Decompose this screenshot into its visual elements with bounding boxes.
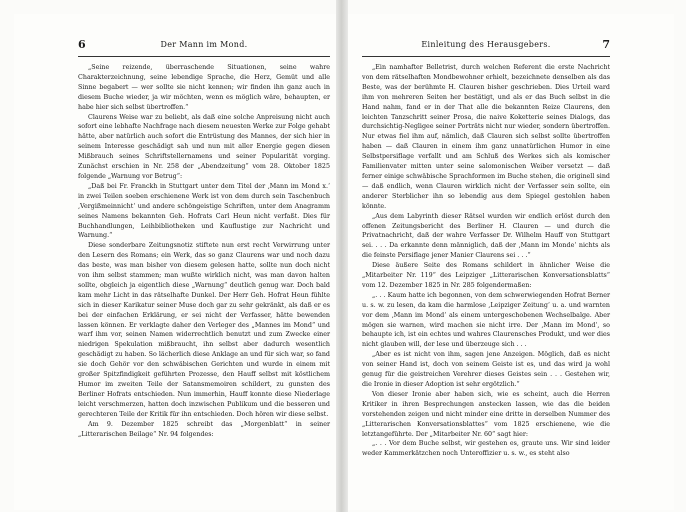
right-page-number: 7 — [602, 38, 610, 51]
paragraph: „. . . Kaum hatte ich begonnen, von dem schwerwiegenden Hofrat Berner u. s. w. zu lesen, da kam die harmlose ‚Leipziger Zeitung‘ u. a. und warnten vor dem ‚Mann im Mond‘ als einem untergeschobenen Wechselbalge. Aber mögen sie warnen, wird machen sie nicht irre. Der ‚Mann im Mond‘, so behaupte ich, ist ein echtes und wahres Claurensches Produkt, und wer dies nicht glauben will, der lese und überzeuge sich . . . — [362, 291, 610, 349]
left-page-header — [78, 38, 330, 57]
paragraph: „Seine reizende, überraschende Situationen, seine wahre Charakterzeichnung, seine lebendige Sprache, die Herz, Gemüt und alle Sinne begabert — wer sollte sie nicht kennen; wir finden ihn ganz auch in diesem Buche wieder, ja wir möchten, wenn es möglich wäre, behaupten, er habe hier sich selbst übertroffen.“ — [78, 64, 330, 111]
paragraph: „. . . Vor dem Buche selbst, wir gestehen es, graute uns. Wir sind leider weder Kammerkätzchen noch Unteroffizier u. s. w., es steht also — [362, 440, 610, 458]
paragraph: Diese sonderbare Zeitungsnotiz stiftete nun erst recht Verwirrung unter den Lesern des Romans; ein Werk, das so ganz Claurens war und noch dazu das beste, was man bisher von diesem gelesen hatte, sollte nun doch nicht von ihm selbst stammen; man wußte wirklich nicht, was man davon halten sollte, obgleich ja eigentlich diese „Warnung“ deutlich genug war. Doch bald kam mehr Licht in das rätselhafte Dunkel. Der Herr Geh. Hofrat Heun fühlte sich in dieser Karikatur seiner Muse doch gar zu sehr gekränkt, als daß er es bei der einfachen Erklärung, er sei nicht der Verfasser, hätte bewenden lassen können. Er verklagte daher den Verleger des „Mannes im Mond“ und warf ihm vor, seinen Namen widerrechtlich benutzt und zum Zwecke einer niedrigen Spekulation mißbraucht, ihn selbst aber dadurch wesentlich geschädigt zu haben. So lächerlich diese Anklage an und für sich war, so fand sie doch Gehör vor den schwäbischen Gerichten und wurde in einem mit großer Spitzfindigkeit geführten Prozesse, den Hauff selbst mit köstlichem Humor im zweiten Teile der Satansmemoiren schildert, zu gunsten des Berliner Hofrats entschieden. Nun immerhin, Hauff konnte diese Niederlage leicht verschmerzen, hatten doch inzwischen Publikum und die besseren und gerechteren Teile der Kritik für ihn entschieden. Doch hören wir diese selbst. — [78, 242, 330, 418]
right-page-header — [362, 38, 610, 57]
left-page-number: 6 — [78, 38, 86, 51]
paragraph: Am 9. Dezember 1825 schreibt das „Morgenblatt“ in seiner „Litterarischen Beilage“ Nr. 94 folgendes: — [78, 420, 330, 438]
paragraph: „Aber es ist nicht von ihm, sagen jene Anzeigen. Möglich, daß es nicht von seiner Hand ist, doch von seinem Geiste ist es, und das wird ja wohl genug für die geistreichen Verehrer dieses Geistes sein . . . Gestehen wir, die Ironie in dieser Adoption ist sehr ergötzlich.“ — [362, 351, 610, 388]
left-running-title: Der Mann im Mond. — [160, 40, 248, 49]
book-gutter — [336, 0, 348, 512]
paragraph: „Daß bei Fr. Franckh in Stuttgart unter dem Titel der ‚Mann im Mond x.‘ in zwei Teilen soeben erschienene Werk ist von dem durch sein Taschenbuch ‚Vergißmeinnicht‘ und andere schöngeistige Schriften, unter dem Anagramm seines Namens bekannten Geh. Hofrats Carl Heun nicht verfaßt. Dies für Buchhandlungen, Leihbibliotheken und Kauflustige zur Nachricht und Warnung.“ — [78, 182, 330, 240]
right-page-text — [362, 63, 610, 459]
paragraph: Von dieser Ironie aber haben sich, wie es scheint, auch die Herren Kritiker in ihren Besprechungen anstecken lassen, wie das die beiden vorstehenden zeigen und nicht minder eine dritte in derselben Nummer des „Litterarischen Konversationsblattes“ vom 1825 erschienene, wie die letztangeführte. Der „Mitarbeiter Nr. 60“ sagt hier: — [362, 390, 610, 438]
left-page — [14, 14, 340, 510]
paragraph: Diese äußere Seite des Romans schildert in ähnlicher Weise die „Mitarbeiter Nr. 119“ des Leipziger „Litterarischen Konversationsblatts“ vom 12. Dezember 1825 in Nr. 285 folgendermaßen: — [362, 262, 610, 289]
right-running-title: Einleitung des Herausgebers. — [421, 40, 551, 49]
paragraph: „Ein namhafter Belletrist, durch welchen Referent die erste Nachricht von dem rätselhaften Mondbewohner erhielt, bezeichnete denselben als das Beste, was der berühmte H. Clauren bisher geschrieben. Dies Urteil ward ihm von mehreren Seiten her bestätigt, und als er das Buch selbst in die Hand nahm, fand er in der That alle die bekannten Reize Claurens, den leichten Tanzschritt seiner Prosa, die naive Koketterie seines Dialogs, das durchsichtig-Negligee seiner Porträts nicht nur wieder, sondern übertroffen. Nur etwas fiel ihm auf, nämlich, daß Clauren sich selbst sollte übertroffen haben — daß Clauren in einem ihm ganz unnatürlichen Humor in eine Selbstpersiflage verfallt und am Schluß des Werkes sich als komischer Familienvater mitten unter seine salomonischen Weiber versetzt — daß ferner einige schwäbische Sprachformen im Buche stehen, die originell sind — daß endlich, wenn Clauren wirklich nicht der Verfasser sein sollte, ein anderer Sterblicher ihn so lebendig aus dem Spiegel gestohlen haben könnte. — [362, 64, 610, 210]
right-page — [348, 14, 674, 510]
left-page-text — [78, 63, 330, 439]
paragraph: Claurens Weise war zu beliebt, als daß eine solche Anpreisung nicht auch sofort eine lebhafte Nachfrage nach diesem neuesten Werke zur Folge gehabt hätte, aber natürlich auch sofort die Entrüstung des Mannes, der sich hier in seinem Interesse geschädigt sah und nun mit aller Energie gegen diesen Mißbrauch seines Schriftstellernamens und seiner Popularität vorging. Zunächst erschien in Nr. 258 der „Abendzeitung“ vom 28. Oktober 1825 folgende „Warnung vor Betrug“: — [78, 113, 330, 180]
paragraph: „Aus dem Labyrinth dieser Rätsel wurden wir endlich erlöst durch den offenen Zeitungsbericht des Berliner H. Clauren — und durch die Privatnachricht, daß der wahre Verfasser Dr. Wilhelm Hauff von Stuttgart sei. . . . Da erkannte denn männiglich, daß der ‚Mann im Monde‘ nichts als die feinste Persiflage jener Manier Claurens sei . . .“ — [362, 212, 610, 260]
